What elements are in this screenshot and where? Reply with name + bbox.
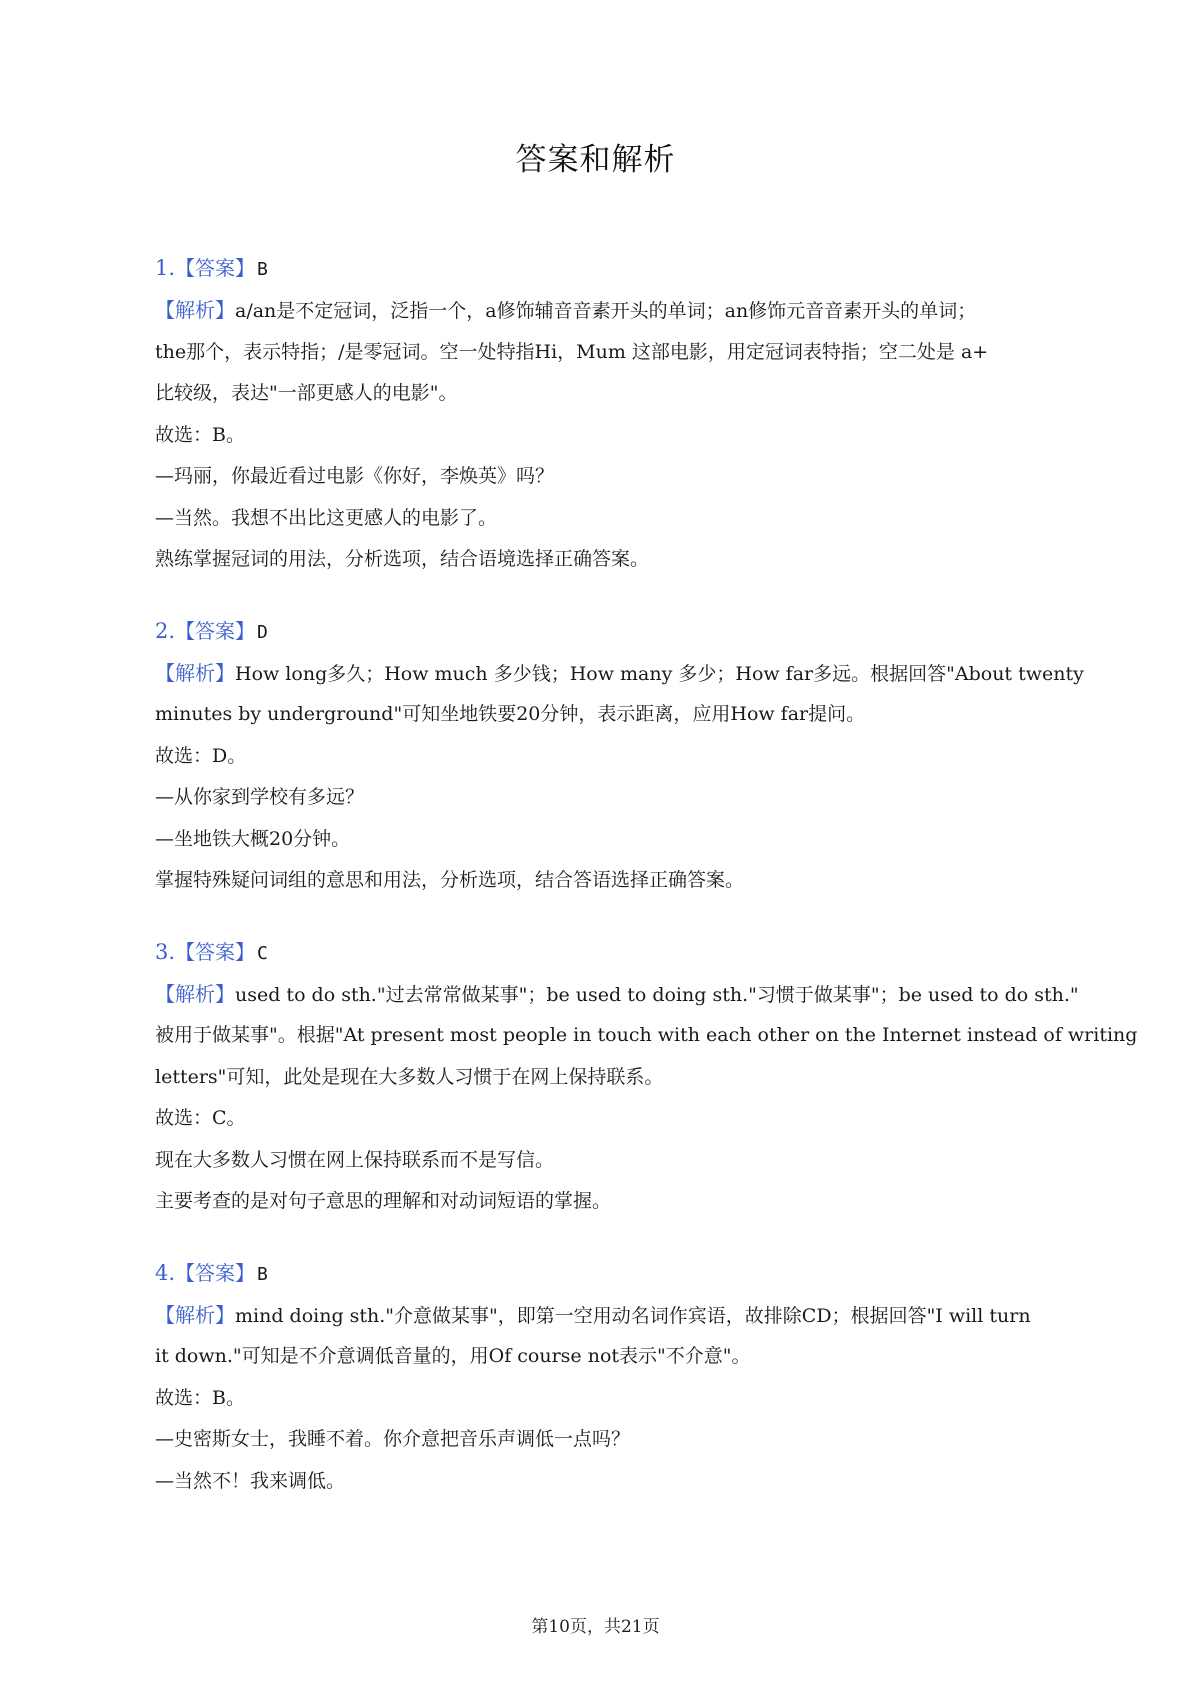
analysis-line <box>155 290 1185 332</box>
answer-tag: 【答案】 <box>175 256 256 280</box>
analysis-tag: 【解析】 <box>155 981 235 1006</box>
question-number: 2. <box>155 618 176 643</box>
question-number: 3. <box>155 939 176 964</box>
question-3 <box>155 930 1185 1223</box>
analysis-text: How long多久；How much 多少钱；How many 多少；How far多远。根据回答"About twenty <box>235 662 1084 685</box>
question-number: 4. <box>155 1260 176 1285</box>
analysis-line: it down."可知是不介意调低音量的，用Of course not表示"不介意"。 <box>155 1345 751 1367</box>
analysis-line: 故选：B。 <box>155 1386 245 1409</box>
question-header <box>155 609 1185 653</box>
analysis-text: mind doing sth."介意做某事"，即第一空用动名词作宾语，故排除CD；根据回答"I will turn <box>235 1304 1031 1327</box>
analysis-line: minutes by underground"可知坐地铁要20分钟，表示距离，应用How far提问。 <box>155 703 866 725</box>
analysis-line: —当然。我想不出比这更感人的电影了。 <box>155 506 498 529</box>
analysis-line: 故选：C。 <box>155 1107 246 1129</box>
analysis-line: 比较级，表达"一部更感人的电影"。 <box>155 382 458 404</box>
answer-value: B <box>257 1263 268 1285</box>
page-title: 答案和解析 <box>515 142 676 178</box>
analysis-line: 掌握特殊疑问词组的意思和用法，分析选项，结合答语选择正确答案。 <box>155 869 745 891</box>
analysis-line <box>155 653 1185 695</box>
analysis-line <box>155 1295 1185 1337</box>
analysis-tag: 【解析】 <box>155 660 235 685</box>
page-footer: 第10页，共21页 <box>531 1617 660 1637</box>
answer-tag: 【答案】 <box>175 618 256 643</box>
analysis-line: 现在大多数人习惯在网上保持联系而不是写信。 <box>155 1148 555 1171</box>
analysis-line: 被用于做某事"。根据"At present most people in touch with each other on the Internet instead of writing <box>155 1024 1138 1046</box>
question-header <box>155 1251 1185 1295</box>
analysis-tag: 【解析】 <box>155 298 235 322</box>
question-2 <box>155 609 1185 902</box>
analysis-line <box>155 974 1185 1016</box>
analysis-line: —史密斯女士，我睡不着。你介意把音乐声调低一点吗？ <box>155 1428 631 1450</box>
answer-value: C <box>257 942 268 964</box>
answer-value: B <box>257 259 268 280</box>
analysis-line: the那个，表示特指；/是零冠词。空一处特指Hi，Mum 这部电影，用定冠词表特指；空二处是 a+ <box>155 340 989 363</box>
answer-value: D <box>257 621 268 643</box>
analysis-text: a/an是不定冠词，泛指一个，a修饰辅音音素开头的单词；an修饰元音音素开头的单词； <box>235 300 977 322</box>
answer-tag: 【答案】 <box>175 939 256 964</box>
question-1 <box>155 246 1185 581</box>
analysis-line: letters"可知，此处是现在大多数人习惯于在网上保持联系。 <box>155 1065 664 1088</box>
answer-list <box>155 246 1185 1530</box>
analysis-line: —当然不！我来调低。 <box>155 1469 346 1492</box>
analysis-line: —玛丽，你最近看过电影《你好，李焕英》吗？ <box>155 465 555 487</box>
question-header <box>155 246 1185 290</box>
analysis-line: 故选：B。 <box>155 423 245 446</box>
question-header <box>155 930 1185 974</box>
analysis-line: 故选：D。 <box>155 744 247 767</box>
analysis-line: —从你家到学校有多远？ <box>155 786 365 808</box>
analysis-line: 主要考查的是对句子意思的理解和对动词短语的掌握。 <box>155 1190 612 1212</box>
analysis-line: —坐地铁大概20分钟。 <box>155 827 351 850</box>
analysis-line: 熟练掌握冠词的用法，分析选项，结合语境选择正确答案。 <box>155 548 650 570</box>
question-number: 1. <box>155 256 176 280</box>
analysis-text: used to do sth."过去常常做某事"；be used to doing sth."习惯于做某事"；be used to do sth." <box>235 983 1079 1006</box>
answer-tag: 【答案】 <box>175 1260 256 1285</box>
analysis-tag: 【解析】 <box>155 1302 235 1327</box>
question-4 <box>155 1251 1185 1503</box>
